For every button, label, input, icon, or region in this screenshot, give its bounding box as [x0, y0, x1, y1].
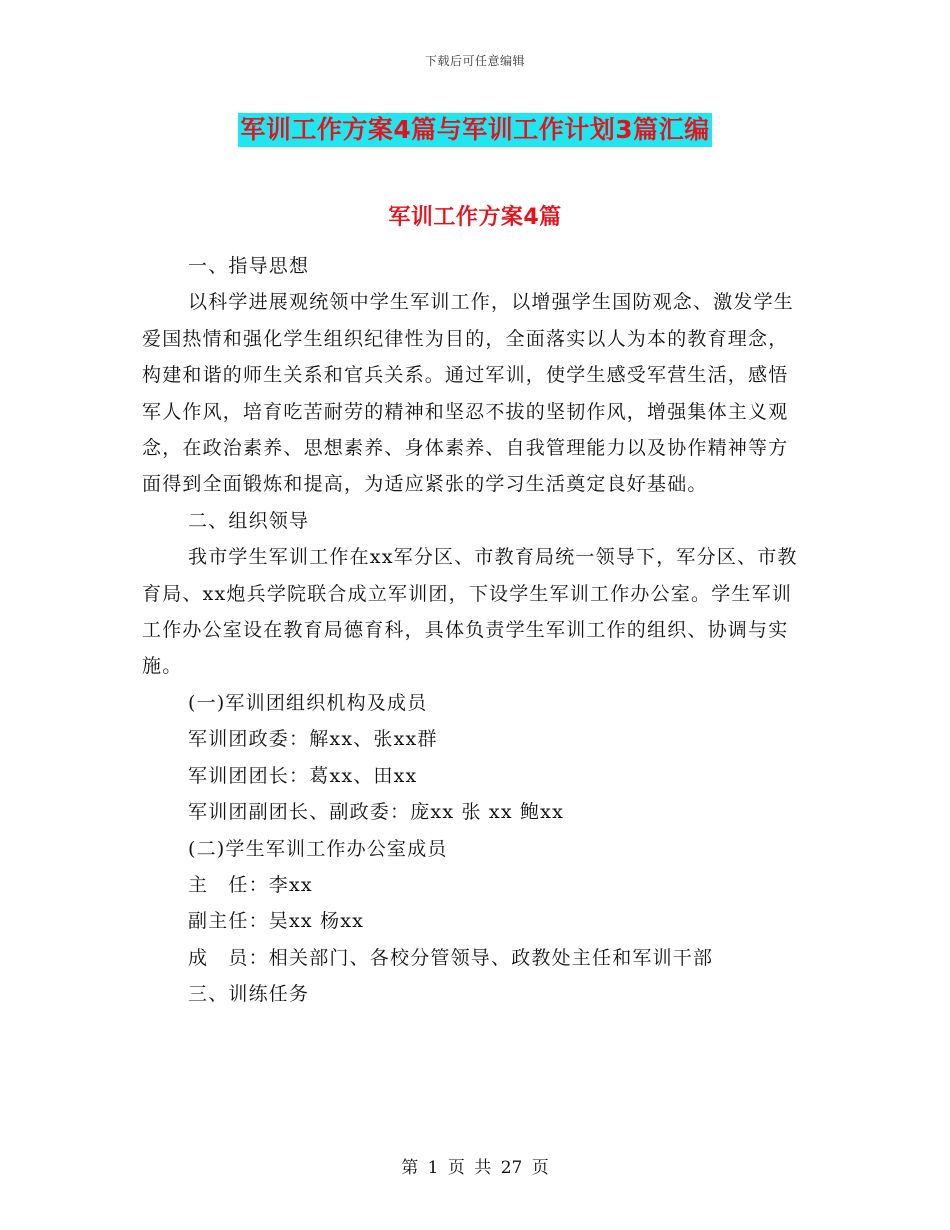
heading-organization-leadership: 二、组织领导 — [188, 509, 310, 532]
document-body — [142, 248, 802, 1013]
line-members: 成 员：相关部门、各校分管领导、政教处主任和军训干部 — [188, 946, 714, 969]
line-director: 主 任：李xx — [188, 873, 313, 896]
line-deputy-director: 副主任：吴xx 杨xx — [188, 910, 365, 933]
paragraph-guiding-ideology: 以科学进展观统领中学生军训工作，以增强学生国防观念、激发学生爱国热情和强化学生组织纪律性为目的，全面落实以人为本的教育理念，构建和谐的师生关系和官兵关系。通过军训，使学生感受军营生活，感悟军人作风，培育吃苦耐劳的精神和坚忍不拔的坚韧作风，增强集体主义观念，在政治素养、思想素养、身体素养、自我管理能力以及协作精神等方面得到全面锻炼和提高，为适应紧张的学习生活奠定良好基础。 — [142, 291, 795, 496]
heading-training-tasks: 三、训练任务 — [188, 983, 310, 1006]
main-title-container — [0, 113, 950, 147]
page-footer: 第 1 页 共 27 页 — [401, 1158, 549, 1178]
line-deputy-commander: 军训团副团长、副政委：庞xx 张 xx 鲍xx — [188, 801, 565, 824]
line-regiment-commander: 军训团团长：葛xx、田xx — [188, 764, 418, 787]
section-title: 军训工作方案4篇 — [388, 205, 562, 230]
paragraph-organization-leadership: 我市学生军训工作在xx军分区、市教育局统一领导下，军分区、市教育局、xx炮兵学院联合成立军训团，下设学生军训工作办公室。学生军训工作办公室设在教育局德育科，具体负责学生军训工作的组织、协调与实施。 — [142, 546, 798, 678]
document-main-title: 军训工作方案4篇与军训工作计划3篇汇编 — [238, 113, 711, 147]
subheading-office-members: (二)学生军训工作办公室成员 — [188, 837, 448, 860]
header-note: 下载后可任意编辑 — [424, 54, 525, 68]
subheading-regiment-members: (一)军训团组织机构及成员 — [188, 691, 428, 714]
heading-guiding-ideology: 一、指导思想 — [188, 255, 310, 277]
line-political-commissar: 军训团政委：解xx、张xx群 — [188, 728, 438, 751]
